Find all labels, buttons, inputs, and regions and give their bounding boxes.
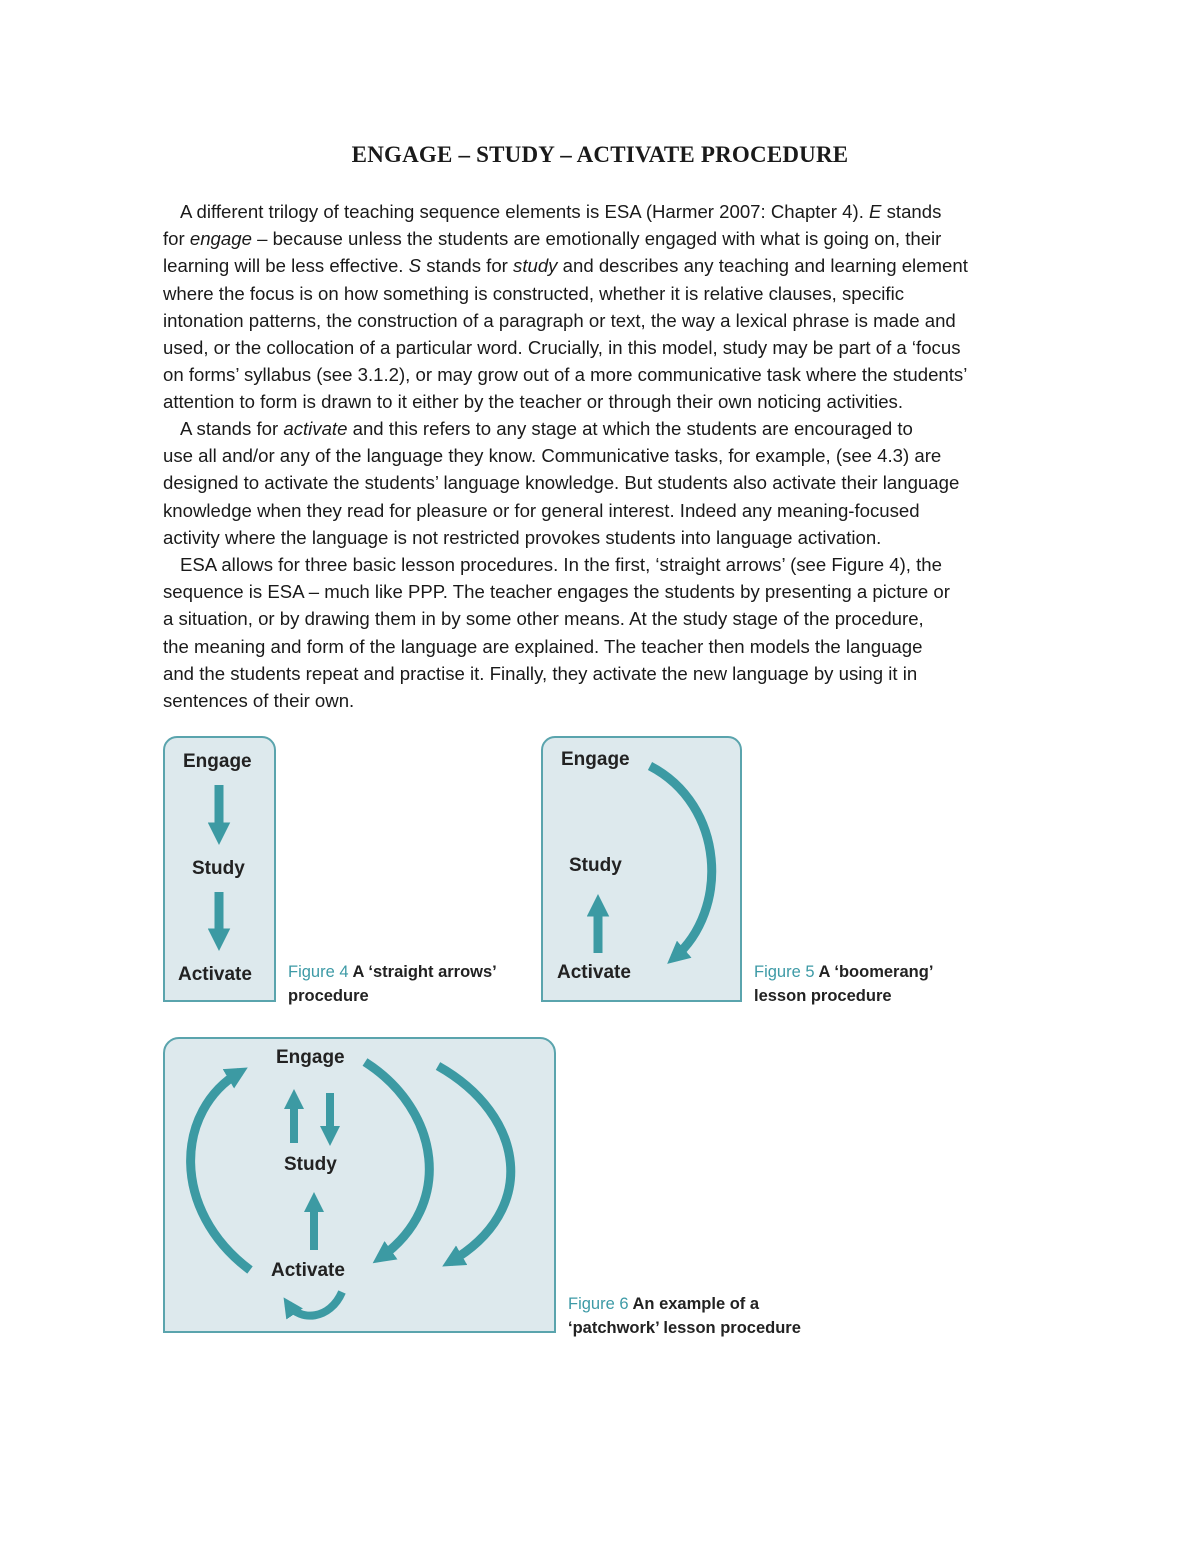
paragraph-line: A stands for activate and this refers to any stage at which the students are encouraged to: [180, 418, 913, 439]
curved-arrow-icon: [365, 1062, 429, 1258]
curved-arrow-icon: [650, 766, 712, 958]
paragraph-line: A different trilogy of teaching sequence elements is ESA (Harmer 2007: Chapter 4). E stands: [180, 201, 942, 222]
paragraph-line: where the focus is on how something is constructed, whether it is relative clauses, specific: [163, 282, 904, 304]
fig4-study-label: Study: [192, 858, 245, 879]
paragraph-line: ESA allows for three basic lesson procedures. In the first, ‘straight arrows’ (see Figure 4), the: [180, 554, 942, 575]
paragraph-line: sequence is ESA – much like PPP. The teacher engages the students by presenting a picture or: [163, 581, 950, 603]
figure-6-caption: Figure 6 An example of a ‘patchwork’ lesson procedure: [568, 1295, 801, 1337]
paragraph-line: used, or the collocation of a particular word. Crucially, in this model, study may be part of a ‘focus: [163, 337, 961, 359]
paragraph-line: activity where the language is not restricted provokes students into language activation.: [163, 526, 882, 548]
fig4-activate-label: Activate: [178, 964, 252, 985]
paragraph-line: designed to activate the students’ language knowledge. But students also activate their language: [163, 472, 960, 494]
paragraph-line: knowledge when they read for pleasure or for general interest. Indeed any meaning-focused: [163, 499, 920, 521]
fig6-activate-label: Activate: [271, 1260, 345, 1281]
fig5-engage-label: Engage: [561, 749, 630, 770]
paragraph-line: attention to form is drawn to it either by the teacher or through their own noticing activities.: [163, 391, 904, 413]
paragraph-line: for engage – because unless the students are emotionally engaged with what is going on, their: [163, 228, 942, 250]
paragraph-line: use all and/or any of the language they know. Communicative tasks, for example, (see 4.3) are: [163, 445, 942, 467]
paragraph-line: the meaning and form of the language are explained. The teacher then models the language: [163, 635, 923, 657]
curved-arrow-icon: [438, 1066, 511, 1262]
paragraph-line: sentences of their own.: [163, 690, 355, 712]
fig6-engage-label: Engage: [276, 1047, 345, 1068]
figure-5-caption: Figure 5 A ‘boomerang’ lesson procedure: [754, 963, 934, 1005]
paragraph-line: a situation, or by drawing them in by some other means. At the study stage of the procedure,: [163, 608, 924, 630]
fig5-activate-label: Activate: [557, 962, 631, 983]
paragraph-line: and the students repeat and practise it. Finally, they activate the new language by using it in: [163, 662, 918, 684]
curved-arrow-icon: [191, 1072, 250, 1270]
curved-arrow-icon: [288, 1292, 342, 1316]
figure-4-caption: Figure 4 A ‘straight arrows’ procedure: [288, 963, 497, 1005]
fig5-study-label: Study: [569, 855, 622, 876]
paragraph-line: intonation patterns, the construction of a paragraph or text, the way a lexical phrase is made and: [163, 309, 956, 331]
paragraph-line: learning will be less effective. S stands for study and describes any teaching and learning element: [163, 255, 968, 277]
page-title: ENGAGE – STUDY – ACTIVATE PROCEDURE: [351, 142, 849, 167]
paragraph-line: on forms’ syllabus (see 3.1.2), or may grow out of a more communicative task where the students’: [163, 364, 968, 386]
fig6-study-label: Study: [284, 1154, 337, 1175]
fig4-engage-label: Engage: [183, 751, 252, 772]
